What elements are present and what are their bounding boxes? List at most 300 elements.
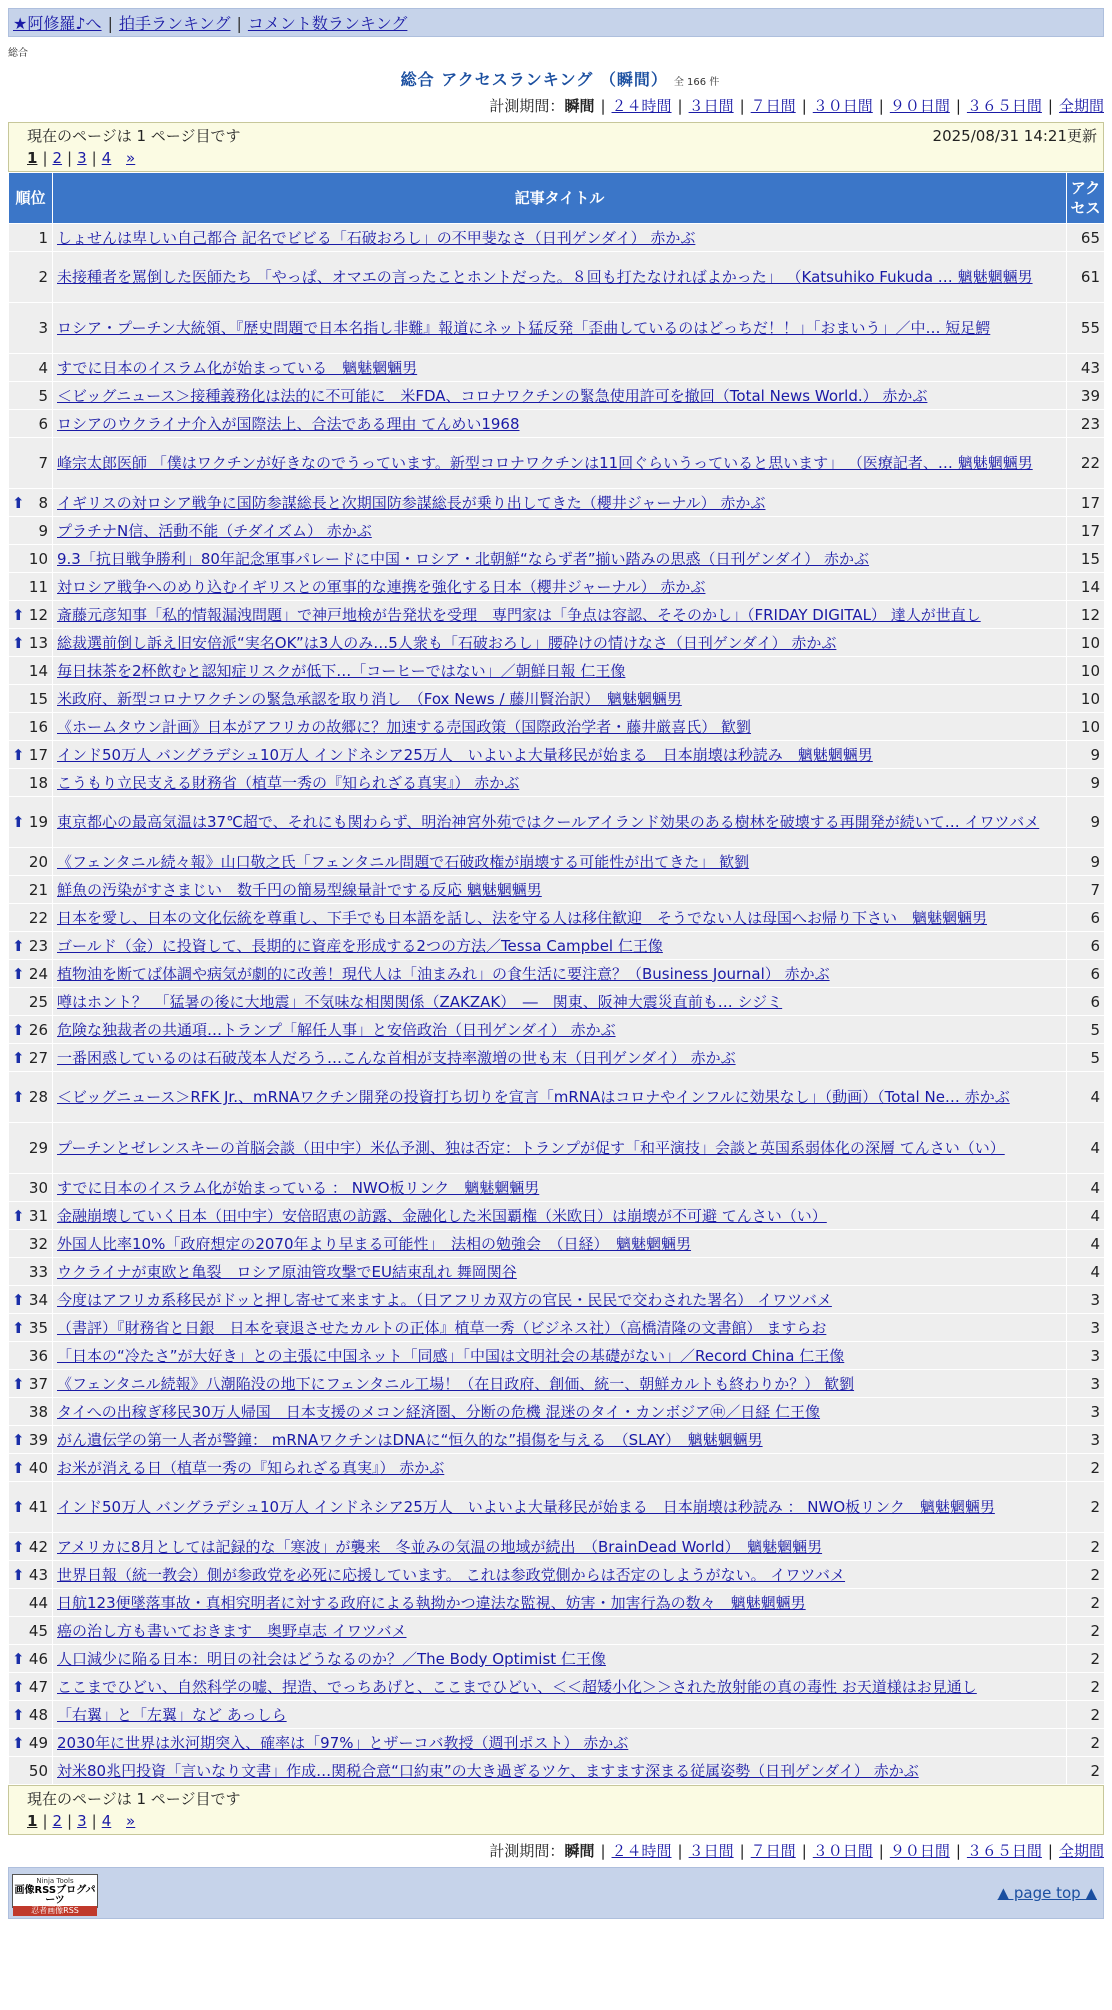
access-count-cell: 7 bbox=[1067, 876, 1105, 904]
rank-cell bbox=[9, 741, 53, 769]
title-cell bbox=[53, 797, 1067, 848]
table-row bbox=[9, 303, 1105, 354]
access-count-cell: 17 bbox=[1067, 517, 1105, 545]
article-title-link[interactable]: すでに日本のイスラム化が始まっている ： NWO板リンク 魑魅魍魎男 bbox=[57, 1178, 540, 1197]
rank-number: 25 bbox=[28, 992, 48, 1011]
rank-up-arrow-icon: ⬆ bbox=[12, 633, 25, 652]
article-title-link[interactable]: 「右翼」と「左翼」など あっしら bbox=[57, 1705, 287, 1724]
clap-ranking-link[interactable]: 拍手ランキング bbox=[118, 14, 231, 33]
access-count-cell: 14 bbox=[1067, 573, 1105, 601]
table-row bbox=[9, 769, 1105, 797]
page bbox=[8, 8, 1112, 1919]
table-row bbox=[9, 1701, 1105, 1729]
rank-up-arrow-icon: ⬆ bbox=[12, 1649, 25, 1668]
table-row bbox=[9, 1342, 1105, 1370]
access-count-cell: 2 bbox=[1067, 1589, 1105, 1617]
access-count-cell: 10 bbox=[1067, 629, 1105, 657]
title-cell bbox=[53, 1617, 1067, 1645]
table-row bbox=[9, 1482, 1105, 1533]
rss-parts-badge[interactable] bbox=[12, 1874, 98, 1915]
article-title-link[interactable]: 9.3「抗日戦争勝利」80年記念軍事パレードに中国・ロシア・北朝鮮“ならず者”揃い踏みの思惑（日刊ゲンダイ） 赤かぶ bbox=[57, 549, 870, 568]
article-title-link[interactable]: がん遺伝学の第一人者が警鐘： mRNAワクチンはDNAに“恒久的な”損傷を与える （SLAY） 魑魅魍魎男 bbox=[57, 1430, 763, 1449]
rank-number: 24 bbox=[28, 964, 48, 983]
table-row bbox=[9, 685, 1105, 713]
page-separator: | bbox=[91, 149, 97, 167]
title-cell bbox=[53, 517, 1067, 545]
period-link[interactable]: ３６５日間 bbox=[966, 1842, 1042, 1860]
rank-up-arrow-icon: ⬆ bbox=[12, 964, 25, 983]
article-title-link[interactable]: 未接種者を罵倒した医師たち 「やっぱ、オマエの言ったことホントだった。８回も打たなければよかった」 （Katsuhiko Fukuda … 魑魅魍魎男 bbox=[57, 268, 1033, 286]
access-count-cell: 6 bbox=[1067, 988, 1105, 1016]
table-row bbox=[9, 1589, 1105, 1617]
table-row bbox=[9, 960, 1105, 988]
article-title-link[interactable]: 毎日抹茶を2杯飲むと認知症リスクが低下…「コーヒーではない」／朝鮮日報 仁王像 bbox=[57, 661, 626, 680]
page-link[interactable]: 3 bbox=[77, 149, 87, 167]
rank-number: 35 bbox=[28, 1318, 48, 1337]
period-separator: | bbox=[600, 1842, 606, 1860]
rank-cell bbox=[9, 1174, 53, 1202]
title-cell bbox=[53, 1342, 1067, 1370]
article-title-link[interactable]: 噂はホント？ 「猛暑の後に大地震」不気味な相関関係（ZAKZAK） ― 関東、阪神大震災直前も… シジミ bbox=[57, 992, 783, 1011]
article-title-link[interactable]: ＜ビッグニュース＞RFK Jr.、mRNAワクチン開発の投資打ち切りを宣言「mRNAはコロナやインフルに効果なし」（動画）（Total Ne… 赤かぶ bbox=[57, 1088, 1010, 1106]
ranking-table bbox=[8, 172, 1105, 1785]
access-count-cell: 5 bbox=[1067, 1044, 1105, 1072]
rank-up-arrow-icon: ⬆ bbox=[12, 1020, 25, 1039]
access-count-cell: 39 bbox=[1067, 382, 1105, 410]
access-count-cell: 2 bbox=[1067, 1617, 1105, 1645]
access-count-cell: 9 bbox=[1067, 769, 1105, 797]
rank-cell bbox=[9, 713, 53, 741]
article-title-link[interactable]: タイへの出稼ぎ移民30万人帰国 日本支援のメコン経済圏、分断の危機 混迷のタイ・カンボジア㊥／日経 仁王像 bbox=[57, 1402, 821, 1421]
access-count-cell: 2 bbox=[1067, 1454, 1105, 1482]
rank-number: 31 bbox=[28, 1206, 48, 1225]
title-cell bbox=[53, 1286, 1067, 1314]
rank-number: 2 bbox=[38, 268, 48, 286]
rank-cell bbox=[9, 410, 53, 438]
page-title: 総合 アクセスランキング （瞬間） bbox=[400, 70, 668, 89]
rank-up-arrow-icon: ⬆ bbox=[12, 1498, 25, 1516]
table-row bbox=[9, 410, 1105, 438]
access-count-cell: 61 bbox=[1067, 252, 1105, 303]
page-separator: | bbox=[91, 1812, 97, 1830]
period-current: 瞬間 bbox=[564, 97, 595, 115]
rank-cell bbox=[9, 601, 53, 629]
rank-number: 34 bbox=[28, 1290, 48, 1309]
rank-cell bbox=[9, 1123, 53, 1174]
title-cell bbox=[53, 303, 1067, 354]
rank-number: 45 bbox=[28, 1621, 48, 1640]
table-row bbox=[9, 657, 1105, 685]
rank-cell bbox=[9, 1230, 53, 1258]
article-title-link[interactable]: プラチナN信、活動不能（チダイズム） 赤かぶ bbox=[57, 521, 372, 540]
rank-number: 47 bbox=[28, 1677, 48, 1696]
access-count-cell: 3 bbox=[1067, 1426, 1105, 1454]
rank-up-arrow-icon: ⬆ bbox=[12, 1048, 25, 1067]
period-separator: | bbox=[955, 97, 961, 115]
table-row bbox=[9, 713, 1105, 741]
table-row bbox=[9, 1286, 1105, 1314]
period-link[interactable]: ７日間 bbox=[750, 97, 796, 115]
period-link[interactable]: ９０日間 bbox=[889, 97, 950, 115]
rank-number: 50 bbox=[28, 1761, 48, 1780]
article-title-link[interactable]: 鮮魚の汚染がすさまじい 数千円の簡易型線量計でする反応 魑魅魍魎男 bbox=[57, 880, 542, 899]
title-cell bbox=[53, 1454, 1067, 1482]
article-title-link[interactable]: 一番困惑しているのは石破茂本人だろう…こんな首相が支持率激増の世も末（日刊ゲンダイ） 赤かぶ bbox=[57, 1048, 736, 1067]
period-separator: | bbox=[677, 1842, 683, 1860]
rank-number: 17 bbox=[28, 745, 48, 764]
table-row bbox=[9, 904, 1105, 932]
rank-up-arrow-icon: ⬆ bbox=[12, 1206, 25, 1225]
access-count-cell: 6 bbox=[1067, 932, 1105, 960]
article-title-link[interactable]: ロシア・プーチン大統領、『歴史問題で日本名指し非難』報道にネット猛反発「歪曲しているのはどっちだ！！」「おまいう」／中… 短足鰐 bbox=[57, 319, 991, 337]
article-title-link[interactable]: 外国人比率10%「政府想定の2070年より早まる可能性」 法相の勉強会 （日経） 魑魅魍魎男 bbox=[57, 1234, 692, 1253]
rank-cell bbox=[9, 1729, 53, 1757]
period-link[interactable]: ３０日間 bbox=[812, 97, 873, 115]
article-title-link[interactable]: ゴールド（金）に投資して、長期的に資産を形成する2つの方法／Tessa Campbel 仁王像 bbox=[57, 936, 663, 955]
article-title-link[interactable]: 対米80兆円投資「言いなり文書」作成…関税合意“口約束”の大き過ぎるツケ、ますます深まる従属姿勢（日刊ゲンダイ） 赤かぶ bbox=[57, 1761, 919, 1780]
rank-number: 27 bbox=[28, 1048, 48, 1067]
rank-number: 48 bbox=[28, 1705, 48, 1724]
rank-cell bbox=[9, 517, 53, 545]
period-separator: | bbox=[677, 97, 683, 115]
period-link[interactable]: ３６５日間 bbox=[966, 97, 1042, 115]
table-row bbox=[9, 797, 1105, 848]
article-title-link[interactable]: お米が消える日（植草一秀の『知られざる真実』） 赤かぶ bbox=[57, 1458, 445, 1477]
table-row bbox=[9, 1230, 1105, 1258]
title-cell bbox=[53, 960, 1067, 988]
article-title-link[interactable]: 癌の治し方も書いておきます 奥野卓志 イワツバメ bbox=[57, 1621, 407, 1640]
article-title-link[interactable]: 人口減少に陥る日本：明日の社会はどうなるのか？／The Body Optimist 仁王像 bbox=[57, 1649, 606, 1668]
title-cell bbox=[53, 1123, 1067, 1174]
rank-number: 41 bbox=[28, 1498, 48, 1516]
rank-cell bbox=[9, 1342, 53, 1370]
page-link[interactable]: 3 bbox=[77, 1812, 87, 1830]
rank-up-arrow-icon: ⬆ bbox=[12, 1318, 25, 1337]
page-separator: | bbox=[67, 149, 73, 167]
title-cell bbox=[53, 988, 1067, 1016]
title-cell bbox=[53, 1426, 1067, 1454]
article-title-link[interactable]: イギリスの対ロシア戦争に国防参謀総長と次期国防参謀総長が乗り出してきた（櫻井ジャーナル） 赤かぶ bbox=[57, 493, 766, 512]
article-title-link[interactable]: 金融崩壊していく日本（田中宇）安倍昭恵の訪露、金融化した米国覇権（米欧日）は崩壊が不可避 てんさい（い） bbox=[57, 1206, 827, 1225]
rank-up-arrow-icon: ⬆ bbox=[12, 1458, 25, 1477]
access-count-cell: 2 bbox=[1067, 1645, 1105, 1673]
rank-cell bbox=[9, 354, 53, 382]
article-title-link[interactable]: 危険な独裁者の共通項…トランプ「解任人事」と安倍政治（日刊ゲンダイ） 赤かぶ bbox=[57, 1020, 616, 1039]
table-row bbox=[9, 1258, 1105, 1286]
article-title-link[interactable]: インド50万人 バングラデシュ10万人 インドネシア25万人 いよいよ大量移民が始まる 日本崩壊は秒読み 魑魅魍魎男 bbox=[57, 745, 873, 764]
rank-number: 12 bbox=[28, 605, 48, 624]
article-title-link[interactable]: こうもり立民支える財務省（植草一秀の『知られざる真実』） 赤かぶ bbox=[57, 773, 520, 792]
next-page-link[interactable]: » bbox=[126, 149, 136, 167]
rank-number: 6 bbox=[38, 414, 48, 433]
article-title-link[interactable]: 総裁選前倒し訴え旧安倍派“実名OK”は3人のみ…5人衆も「石破おろし」腰砕けの情けなさ（日刊ゲンダイ） 赤かぶ bbox=[57, 633, 837, 652]
table-row bbox=[9, 1645, 1105, 1673]
rank-cell bbox=[9, 1533, 53, 1561]
period-link[interactable]: ３日間 bbox=[688, 97, 734, 115]
article-title-link[interactable]: 峰宗太郎医師 「僕はワクチンが好きなのでうっています。新型コロナワクチンは11回ぐらいうっていると思います」 （医療記者、… 魑魅魍魎男 bbox=[57, 454, 1033, 472]
access-count-cell: 10 bbox=[1067, 713, 1105, 741]
article-title-link[interactable]: 斎藤元彦知事「私的情報漏洩問題」で神戸地検が告発状を受理 専門家は「争点は容認、そそのかし」（FRIDAY DIGITAL） 達人が世直し bbox=[57, 605, 981, 624]
rank-number: 19 bbox=[28, 813, 48, 831]
current-page-number: 1 bbox=[27, 149, 38, 167]
table-row bbox=[9, 1398, 1105, 1426]
rank-number: 21 bbox=[28, 880, 48, 899]
rank-cell bbox=[9, 1701, 53, 1729]
access-count-cell: 10 bbox=[1067, 685, 1105, 713]
article-title-link[interactable]: アメリカに8月としては記録的な「寒波」が襲来 冬並みの気温の地域が続出 （BrainDead World） 魑魅魍魎男 bbox=[57, 1537, 823, 1556]
title-cell bbox=[53, 629, 1067, 657]
period-link[interactable]: ７日間 bbox=[750, 1842, 796, 1860]
rank-number: 9 bbox=[38, 521, 48, 540]
rank-number: 15 bbox=[28, 689, 48, 708]
rank-up-arrow-icon: ⬆ bbox=[12, 1374, 25, 1393]
table-row bbox=[9, 1314, 1105, 1342]
rank-number: 4 bbox=[38, 358, 48, 377]
table-row bbox=[9, 545, 1105, 573]
rank-number: 18 bbox=[28, 773, 48, 792]
rank-cell bbox=[9, 1044, 53, 1072]
table-row bbox=[9, 1561, 1105, 1589]
period-current: 瞬間 bbox=[564, 1842, 595, 1860]
article-title-link[interactable]: ウクライナが東欧と亀裂 ロシア原油管攻撃でEU結束乱れ 舞岡関谷 bbox=[57, 1262, 517, 1281]
article-title-link[interactable]: 植物油を断てば体調や病気が劇的に改善！現代人は「油まみれ」の食生活に要注意？（Business Journal） 赤かぶ bbox=[57, 964, 830, 983]
rank-cell bbox=[9, 1561, 53, 1589]
rank-cell bbox=[9, 848, 53, 876]
rank-up-arrow-icon: ⬆ bbox=[12, 605, 25, 624]
rank-number: 10 bbox=[28, 549, 48, 568]
access-count-cell: 3 bbox=[1067, 1370, 1105, 1398]
period-separator: | bbox=[878, 97, 884, 115]
period-label: 計測期間： bbox=[489, 1842, 565, 1860]
table-row bbox=[9, 1673, 1105, 1701]
rank-up-arrow-icon: ⬆ bbox=[12, 1537, 25, 1556]
rank-up-arrow-icon: ⬆ bbox=[12, 1430, 25, 1449]
rank-cell bbox=[9, 1314, 53, 1342]
title-cell bbox=[53, 354, 1067, 382]
article-title-link[interactable]: すでに日本のイスラム化が始まっている 魑魅魍魎男 bbox=[57, 358, 418, 377]
table-row bbox=[9, 629, 1105, 657]
rank-cell bbox=[9, 960, 53, 988]
rank-number: 46 bbox=[28, 1649, 48, 1668]
rank-cell bbox=[9, 904, 53, 932]
rank-column-header: 順位 bbox=[9, 173, 53, 224]
period-link[interactable]: ２４時間 bbox=[611, 97, 672, 115]
nav-separator: | bbox=[236, 14, 242, 33]
period-link[interactable]: 全期間 bbox=[1058, 97, 1104, 115]
article-title-link[interactable]: ＜ビッグニュース＞接種義務化は法的に不可能に 米FDA、コロナワクチンの緊急使用許可を撤回（Total News World.） 赤かぶ bbox=[57, 386, 928, 405]
rank-cell bbox=[9, 657, 53, 685]
period-link[interactable]: ３日間 bbox=[688, 1842, 734, 1860]
article-title-link[interactable]: 今度はアフリカ系移民がドッと押し寄せて来ますよ。（日アフリカ双方の官民・民民で交わされた署名） イワツバメ bbox=[57, 1290, 832, 1309]
article-title-link[interactable]: 2030年に世界は氷河期突入、確率は「97%」とザーコバ教授（週刊ポスト） 赤かぶ bbox=[57, 1733, 629, 1752]
updated-timestamp: 2025/08/31 14:21更新 bbox=[932, 127, 1097, 145]
period-separator: | bbox=[600, 97, 606, 115]
access-count-cell: 12 bbox=[1067, 601, 1105, 629]
access-count-cell: 2 bbox=[1067, 1482, 1105, 1533]
access-count-cell: 5 bbox=[1067, 1016, 1105, 1044]
article-title-link[interactable]: 東京都心の最高気温は37℃超で、それにも関わらず、明治神宮外苑ではクールアイランド効果のある樹林を破壊する再開発が続いて… イワツバメ bbox=[57, 813, 1040, 831]
article-title-link[interactable]: ロシアのウクライナ介入が国際法上、合法である理由 てんめい1968 bbox=[57, 414, 520, 433]
rank-cell bbox=[9, 769, 53, 797]
period-link[interactable]: ３０日間 bbox=[812, 1842, 873, 1860]
table-row bbox=[9, 354, 1105, 382]
comment-ranking-link[interactable]: コメント数ランキング bbox=[247, 14, 408, 33]
access-count-cell: 3 bbox=[1067, 1314, 1105, 1342]
table-row bbox=[9, 1426, 1105, 1454]
title-cell bbox=[53, 1757, 1067, 1785]
article-title-link[interactable]: 日本を愛し、日本の文化伝統を尊重し、下手でも日本語を話し、法を守る人は移住歓迎 そうでない人は母国へお帰り下さい 魑魅魍魎男 bbox=[57, 908, 988, 927]
period-separator: | bbox=[739, 97, 745, 115]
table-row bbox=[9, 438, 1105, 489]
title-cell bbox=[53, 741, 1067, 769]
table-row bbox=[9, 1044, 1105, 1072]
access-count-cell: 55 bbox=[1067, 303, 1105, 354]
current-page-number: 1 bbox=[27, 1812, 38, 1830]
rank-number: 29 bbox=[28, 1139, 48, 1157]
table-row bbox=[9, 489, 1105, 517]
rank-number: 28 bbox=[28, 1088, 48, 1106]
table-row bbox=[9, 573, 1105, 601]
home-link[interactable]: ★阿修羅♪へ bbox=[13, 14, 102, 33]
rank-cell bbox=[9, 438, 53, 489]
title-cell bbox=[53, 1202, 1067, 1230]
access-count-cell: 6 bbox=[1067, 904, 1105, 932]
access-count-cell: 2 bbox=[1067, 1561, 1105, 1589]
rank-cell bbox=[9, 1482, 53, 1533]
table-row bbox=[9, 224, 1105, 252]
period-separator: | bbox=[801, 97, 807, 115]
title-cell bbox=[53, 601, 1067, 629]
period-selector bbox=[8, 96, 1104, 116]
table-row bbox=[9, 252, 1105, 303]
rank-number: 5 bbox=[38, 386, 48, 405]
page-link[interactable]: 2 bbox=[52, 149, 63, 167]
rank-number: 38 bbox=[28, 1402, 48, 1421]
article-title-link[interactable]: 《ホームタウン計画》日本がアフリカの故郷に？加速する売国政策（国際政治学者・藤井厳喜氏） 歓劉 bbox=[57, 717, 752, 736]
rank-number: 43 bbox=[28, 1565, 48, 1584]
rank-cell bbox=[9, 1258, 53, 1286]
rank-up-arrow-icon: ⬆ bbox=[12, 745, 25, 764]
article-title-link[interactable]: 世界日報（統一教会）側が参政党を必死に応援しています。 これは参政党側からは否定のしようがない。 イワツバメ bbox=[57, 1565, 846, 1584]
access-column-header: アクセス bbox=[1067, 173, 1105, 224]
table-row bbox=[9, 1533, 1105, 1561]
rank-cell bbox=[9, 988, 53, 1016]
access-count-cell: 4 bbox=[1067, 1123, 1105, 1174]
table-row bbox=[9, 1617, 1105, 1645]
rank-number: 1 bbox=[38, 228, 48, 247]
pagination bbox=[27, 1810, 1097, 1832]
rank-cell bbox=[9, 876, 53, 904]
article-title-link[interactable]: 対ロシア戦争へのめり込むイギリスとの軍事的な連携を強化する日本（櫻井ジャーナル） 赤かぶ bbox=[57, 577, 706, 596]
article-title-link[interactable]: 日航123便墜落事故・真相究明者に対する政府による執拗かつ違法な監視、妨害・加害行為の数々 魑魅魍魎男 bbox=[57, 1593, 806, 1612]
page-info-box bbox=[8, 122, 1104, 172]
rank-cell bbox=[9, 1645, 53, 1673]
table-row bbox=[9, 1016, 1105, 1044]
page-link[interactable]: 2 bbox=[52, 1812, 63, 1830]
article-title-link[interactable]: 米政府、新型コロナワクチンの緊急承認を取り消し （Fox News / 藤川賢治訳） 魑魅魍魎男 bbox=[57, 689, 682, 708]
table-row bbox=[9, 741, 1105, 769]
period-label: 計測期間： bbox=[489, 97, 565, 115]
title-cell bbox=[53, 1230, 1067, 1258]
article-title-link[interactable]: プーチンとゼレンスキーの首脳会談（田中宇）米仏予測、独は否定：トランプが促す「和平演技」会談と英国系弱体化の深層 てんさい（い） bbox=[57, 1139, 1005, 1157]
rank-number: 33 bbox=[28, 1262, 48, 1281]
rank-cell bbox=[9, 1454, 53, 1482]
rank-up-arrow-icon: ⬆ bbox=[12, 1705, 25, 1724]
period-link[interactable]: 全期間 bbox=[1058, 1842, 1104, 1860]
period-link[interactable]: ９０日間 bbox=[889, 1842, 950, 1860]
title-cell bbox=[53, 769, 1067, 797]
next-page-link[interactable]: » bbox=[126, 1812, 136, 1830]
title-cell bbox=[53, 1645, 1067, 1673]
article-title-link[interactable]: 《フェンタニル続々報》山口敬之氏「フェンタニル問題で石破政権が崩壊する可能性が出てきた」 歓劉 bbox=[57, 852, 750, 871]
table-row bbox=[9, 1202, 1105, 1230]
page-status-line bbox=[27, 1788, 1097, 1810]
rank-cell bbox=[9, 1757, 53, 1785]
article-title-link[interactable]: しょせんは卑しい自己都合 記名でビビる「石破おろし」の不甲斐なさ（日刊ゲンダイ） 赤かぶ bbox=[57, 228, 696, 247]
rank-cell bbox=[9, 1370, 53, 1398]
access-count-cell: 2 bbox=[1067, 1701, 1105, 1729]
access-count-cell: 4 bbox=[1067, 1202, 1105, 1230]
rank-cell bbox=[9, 685, 53, 713]
rank-number: 7 bbox=[38, 454, 48, 472]
rank-cell bbox=[9, 545, 53, 573]
title-cell bbox=[53, 438, 1067, 489]
article-title-link[interactable]: 「日本の“冷たさ”が大好き」との主張に中国ネット「同感」「中国は文明社会の基礎がない」／Record China 仁王像 bbox=[57, 1346, 845, 1365]
article-title-link[interactable]: （書評）『財務省と日銀 日本を衰退させたカルトの正体』植草一秀（ビジネス社）（高橋清隆の文書館） ますらお bbox=[57, 1318, 827, 1337]
access-count-cell: 2 bbox=[1067, 1673, 1105, 1701]
article-title-link[interactable]: ここまでひどい、自然科学の嘘、捏造、でっちあげと、ここまでひどい、＜＜超矮小化＞＞された放射能の真の毒性 お天道様はお見通し bbox=[57, 1677, 977, 1696]
rank-cell bbox=[9, 382, 53, 410]
rank-number: 30 bbox=[28, 1178, 48, 1197]
page-link[interactable]: 4 bbox=[101, 149, 112, 167]
badge-sub-text: 忍者画像RSS bbox=[13, 1906, 97, 1916]
rank-cell bbox=[9, 932, 53, 960]
page-link[interactable]: 4 bbox=[101, 1812, 112, 1830]
page-separator: | bbox=[42, 1812, 48, 1830]
nav-separator: | bbox=[107, 14, 113, 33]
title-cell bbox=[53, 685, 1067, 713]
period-separator: | bbox=[1047, 1842, 1053, 1860]
rank-number: 11 bbox=[28, 577, 48, 596]
access-count-cell: 4 bbox=[1067, 1258, 1105, 1286]
title-column-header: 記事タイトル bbox=[53, 173, 1067, 224]
period-separator: | bbox=[801, 1842, 807, 1860]
top-nav bbox=[8, 8, 1104, 37]
article-title-link[interactable]: インド50万人 バングラデシュ10万人 インドネシア25万人 いよいよ大量移民が始まる 日本崩壊は秒読み ： NWO板リンク 魑魅魍魎男 bbox=[57, 1498, 995, 1516]
badge-top-text: Ninja Tools bbox=[36, 1877, 74, 1885]
ranking-heading bbox=[8, 70, 1112, 90]
rank-number: 3 bbox=[38, 319, 48, 337]
table-row bbox=[9, 1174, 1105, 1202]
rank-cell bbox=[9, 1673, 53, 1701]
access-count-cell: 3 bbox=[1067, 1342, 1105, 1370]
rank-up-arrow-icon: ⬆ bbox=[12, 936, 25, 955]
title-cell bbox=[53, 224, 1067, 252]
period-link[interactable]: ２４時間 bbox=[611, 1842, 672, 1860]
article-title-link[interactable]: 《フェンタニル続報》八潮陥没の地下にフェンタニル工場！（在日政府、創価、統一、朝鮮カルトも終わりか？） 歓劉 bbox=[57, 1374, 855, 1393]
page-status-line bbox=[27, 125, 1097, 147]
table-row bbox=[9, 517, 1105, 545]
title-cell bbox=[53, 1701, 1067, 1729]
page-top-link[interactable]: ▲ page top ▲ bbox=[997, 1884, 1097, 1902]
title-cell bbox=[53, 573, 1067, 601]
rank-number: 36 bbox=[28, 1346, 48, 1365]
table-row bbox=[9, 1123, 1105, 1174]
title-cell bbox=[53, 1044, 1067, 1072]
access-count-cell: 3 bbox=[1067, 1286, 1105, 1314]
period-separator: | bbox=[955, 1842, 961, 1860]
title-cell bbox=[53, 545, 1067, 573]
